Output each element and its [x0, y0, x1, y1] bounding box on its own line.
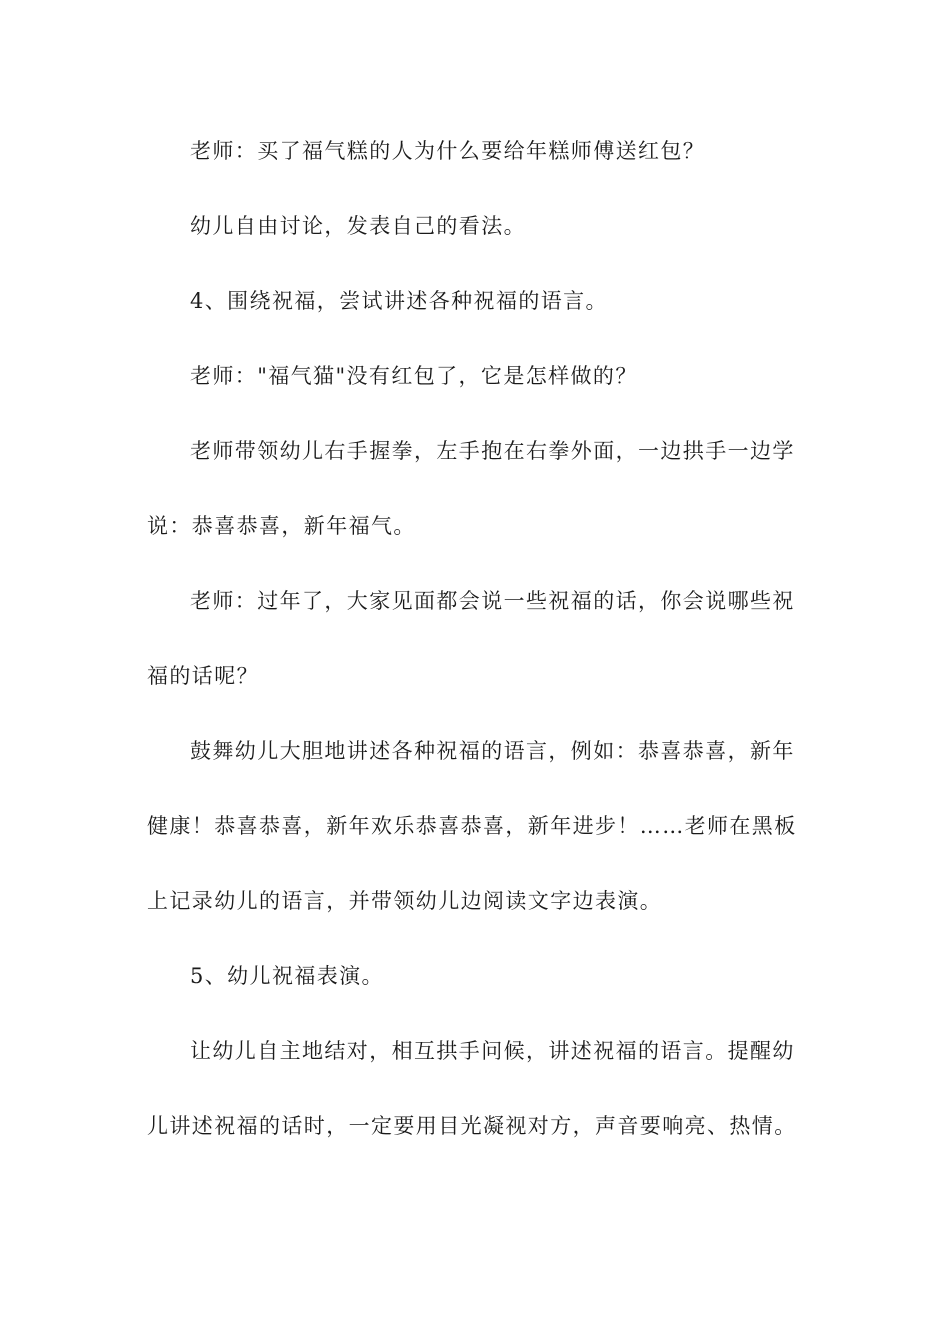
paragraph-line: 鼓舞幼儿大胆地讲述各种祝福的语言，例如：恭喜恭喜，新年	[190, 739, 795, 763]
section-heading: 4、围绕祝福，尝试讲述各种祝福的语言。	[190, 289, 608, 313]
dialogue-line: 老师：买了福气糕的人为什么要给年糕师傅送红包？	[190, 139, 706, 163]
section-heading: 5、幼儿祝福表演。	[190, 964, 384, 988]
dialogue-line: 老师：过年了，大家见面都会说一些祝福的话，你会说哪些祝	[190, 589, 795, 613]
paragraph-line: 福的话呢？	[147, 664, 259, 688]
paragraph-line: 老师带领幼儿右手握拳，左手抱在右拳外面，一边拱手一边学	[190, 439, 795, 463]
paragraph-line: 儿讲述祝福的话时，一定要用目光凝视对方，声音要响亮、热情。	[147, 1114, 797, 1138]
paragraph-line: 说：恭喜恭喜，新年福气。	[147, 514, 416, 538]
paragraph-line: 让幼儿自主地结对，相互拱手问候，讲述祝福的语言。提醒幼	[190, 1039, 795, 1063]
paragraph-line: 幼儿自由讨论，发表自己的看法。	[190, 214, 526, 238]
paragraph-line: 上记录幼儿的语言，并带领幼儿边阅读文字边表演。	[147, 889, 663, 913]
paragraph-line: 健康！恭喜恭喜，新年欢乐恭喜恭喜，新年进步！……老师在黑板	[147, 814, 797, 838]
dialogue-line: 老师："福气猫"没有红包了，它是怎样做的？	[190, 364, 638, 388]
